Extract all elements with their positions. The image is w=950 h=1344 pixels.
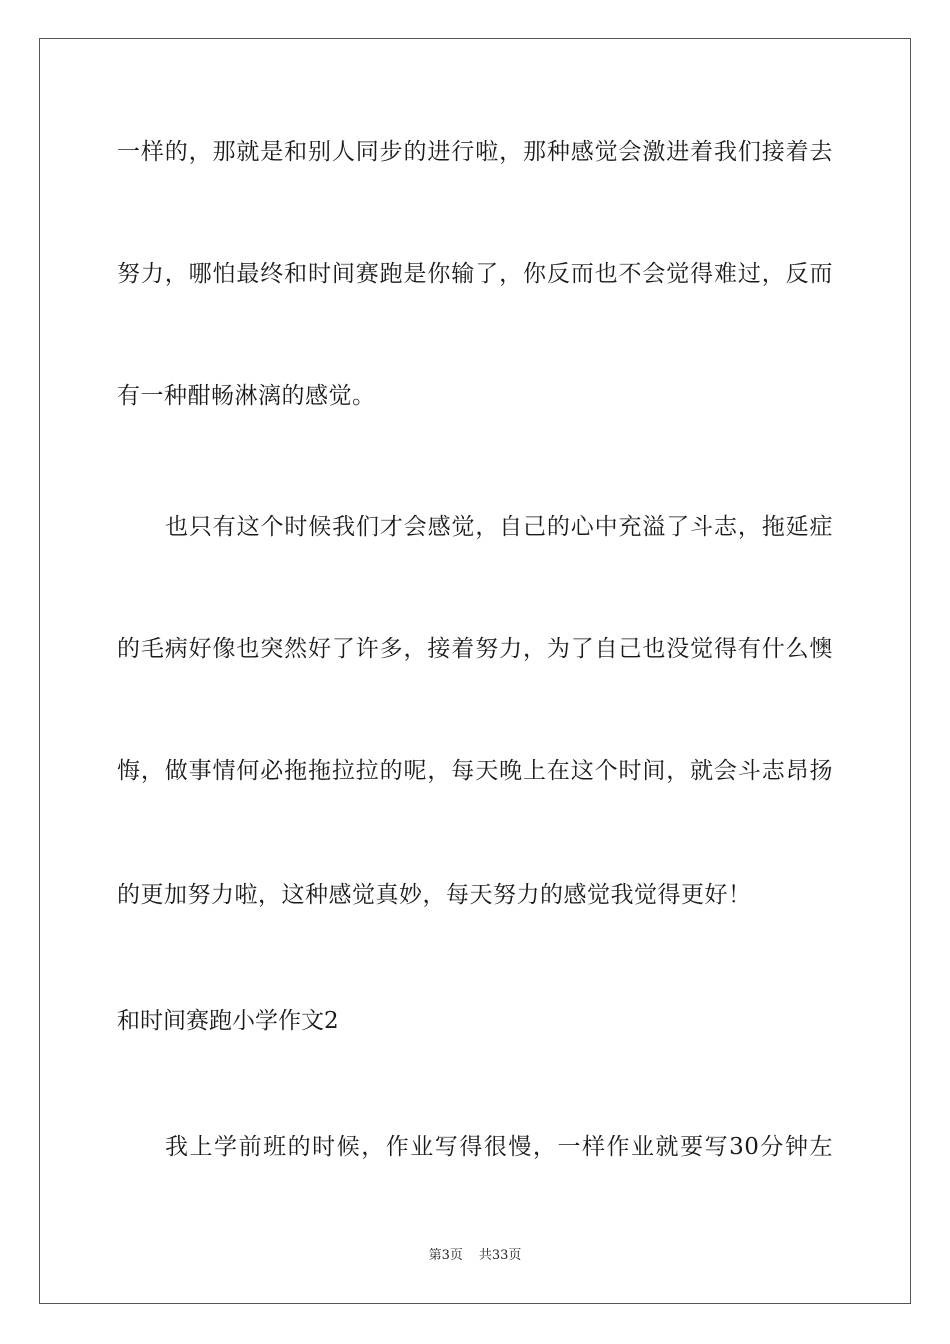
text-line-3: 有一种酣畅淋漓的感觉。 <box>117 383 376 409</box>
page-total: 共33页 <box>478 1248 522 1263</box>
page-border <box>39 38 911 1304</box>
text-line-4: 也只有这个时候我们才会感觉，自己的心中充溢了斗志，拖延症 <box>165 514 833 540</box>
text-line-2: 努力，哪怕最终和时间赛跑是你输了，你反而也不会觉得难过，反而 <box>117 261 833 287</box>
page-number: 第3页 <box>428 1248 463 1263</box>
text-line-1: 一样的，那就是和别人同步的进行啦，那种感觉会激进着我们接着去 <box>117 139 833 165</box>
text-line-5: 的毛病好像也突然好了许多，接着努力，为了自己也没觉得有什么懊 <box>117 636 833 662</box>
text-line-6: 悔，做事情何必拖拖拉拉的呢，每天晚上在这个时间，就会斗志昂扬 <box>117 758 833 784</box>
text-line-8: 我上学前班的时候，作业写得很慢，一样作业就要写30分钟左 <box>165 1134 833 1160</box>
text-line-7: 的更加努力啦，这种感觉真妙，每天努力的感觉我觉得更好！ <box>117 882 752 908</box>
page-footer <box>0 1247 950 1265</box>
section-heading: 和时间赛跑小学作文2 <box>117 1008 339 1034</box>
